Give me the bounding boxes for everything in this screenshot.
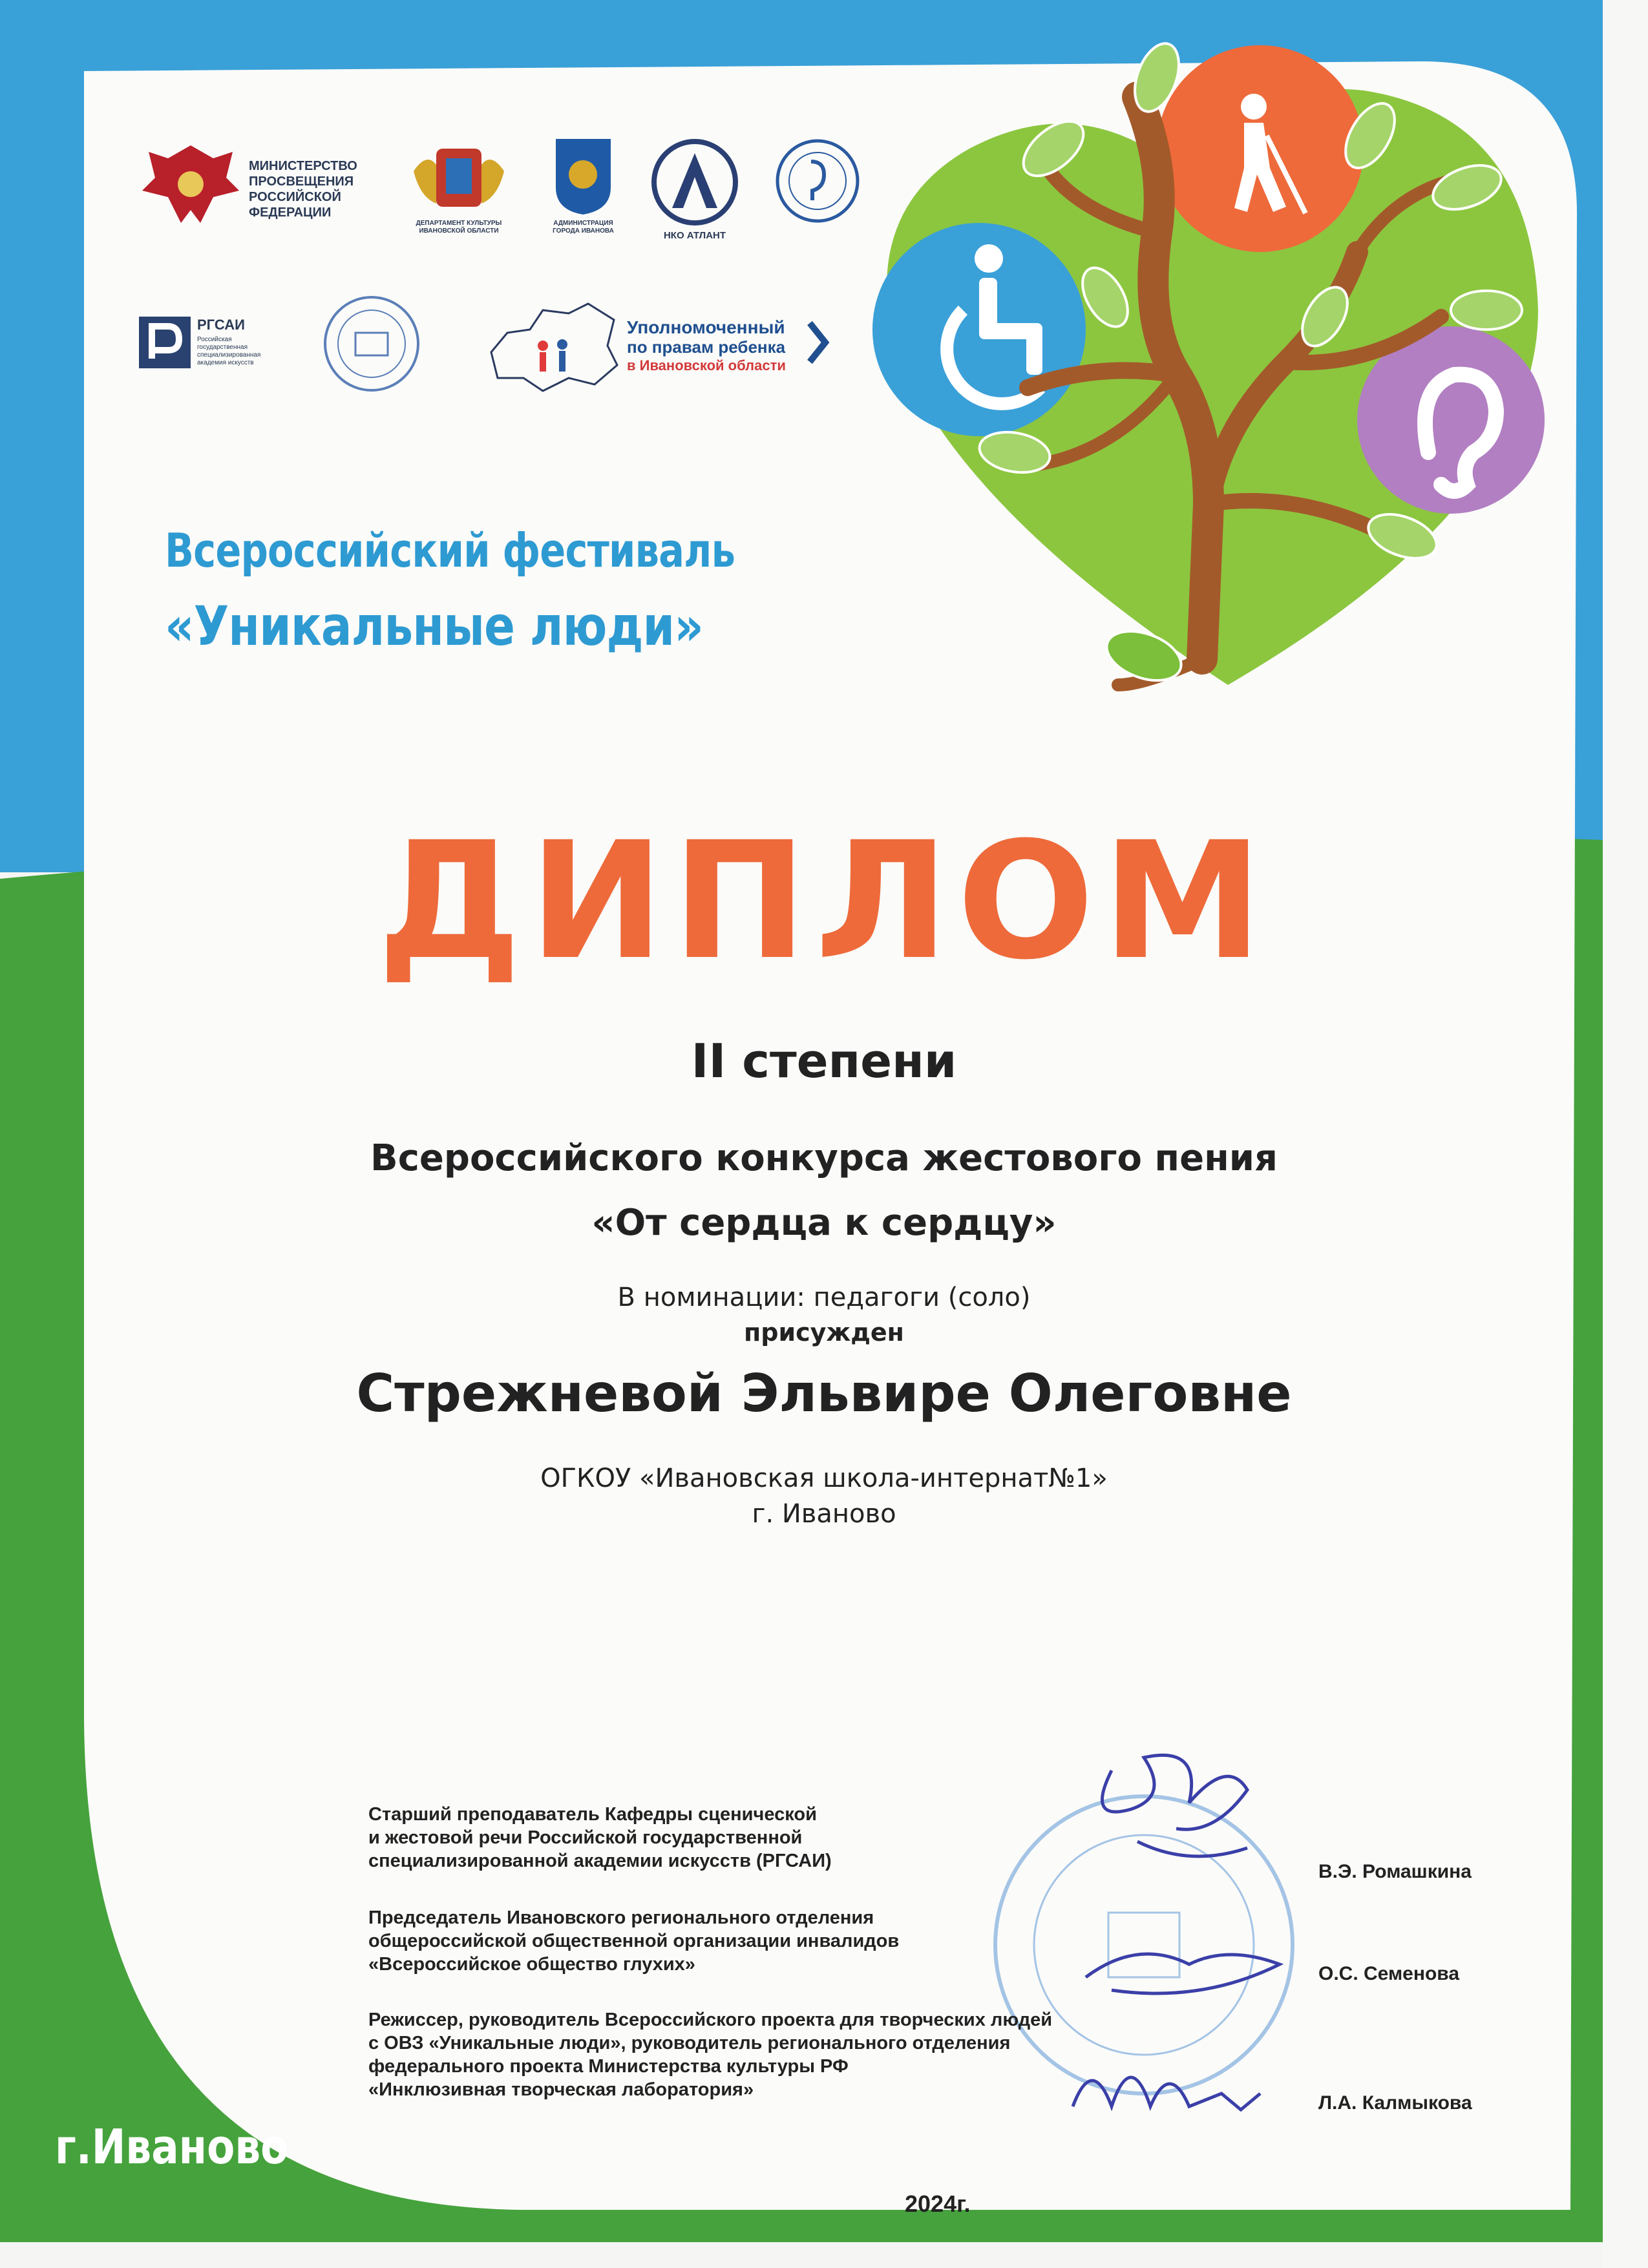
- festival-title-line2: «Уникальные люди»: [165, 594, 703, 658]
- university-seal-icon: [320, 294, 423, 394]
- ombudsman-line3: в Ивановской области: [627, 357, 786, 373]
- recipient-org: ОГКОУ «Ивановская школа-интернат№1»: [540, 1464, 1108, 1493]
- contest-title-line2: «От сердца к сердцу»: [591, 1202, 1057, 1244]
- footer-city: г.Иваново: [55, 2119, 289, 2175]
- ombudsman-line2: по правам ребенка: [627, 337, 786, 357]
- recipient-city: г. Иваново: [752, 1499, 896, 1529]
- ministry-logo-text: МИНИСТЕРСТВО ПРОСВЕЩЕНИЯ РОССИЙСКОЙ ФЕДЕРАЦИИ: [249, 159, 357, 220]
- signature-name-3: Л.А. Калмыкова: [1318, 2092, 1472, 2114]
- rgsai-subtitle: Российская государственная специализированная академия искусств: [197, 336, 261, 366]
- atlant-logo-icon: [650, 137, 740, 227]
- diploma-degree: II степени: [691, 1034, 957, 1088]
- vog-logo-icon: [772, 136, 863, 226]
- culture-dept-coat-icon: [407, 139, 511, 216]
- signature-name-2: О.С. Семенова: [1318, 1963, 1460, 1984]
- diploma-title: ДИПЛОМ: [377, 807, 1271, 995]
- atlant-text: НКО АТЛАНТ: [663, 230, 726, 241]
- handwritten-signatures: [1034, 1732, 1305, 2152]
- recipient-name: Стрежневой Эльвире Олеговне: [356, 1363, 1292, 1423]
- rgsai-logo-icon: [139, 317, 191, 368]
- awarded-label: присужден: [744, 1318, 904, 1347]
- city-admin-text: АДМИНИСТРАЦИЯ ГОРОДА ИВАНОВА: [553, 220, 614, 235]
- ministry-emblem-icon: [136, 139, 246, 229]
- ivanovo-region-map-icon: [478, 294, 627, 401]
- signature-role-3: Режиссер, руководитель Всероссийского проекта для творческих людей с ОВЗ «Уникальные люди», руководитель регионального отделения федерального проекта Министерства культуры РФ «Инклюзивная творческая лаборатория»: [368, 2010, 1053, 2100]
- signature-role-2: Председатель Ивановского регионального отделения общероссийской общественной организации инвалидов «Всероссийское общество глухих»: [368, 1907, 900, 1975]
- chevron-right-icon: [805, 320, 830, 365]
- city-coat-icon: [553, 136, 614, 216]
- signature-name-1: В.Э. Ромашкина: [1318, 1861, 1472, 1882]
- rgsai-title: РГСАИ: [197, 317, 245, 333]
- culture-dept-text: ДЕПАРТАМЕНТ КУЛЬТУРЫ ИВАНОВСКОЙ ОБЛАСТИ: [416, 220, 502, 235]
- ombudsman-line1: Уполномоченный: [627, 317, 785, 337]
- festival-title-line1: Всероссийский фестиваль: [165, 523, 735, 578]
- signature-role-1: Старший преподаватель Кафедры сценической и жестовой речи Российской государственной специализированной академии искусств (РГСАИ): [368, 1804, 832, 1871]
- contest-title-line1: Всероссийского конкурса жестового пения: [370, 1137, 1278, 1179]
- tree-illustration: [872, 39, 1583, 724]
- nomination: В номинации: педагоги (соло): [617, 1283, 1031, 1312]
- footer-year: 2024г.: [905, 2190, 971, 2217]
